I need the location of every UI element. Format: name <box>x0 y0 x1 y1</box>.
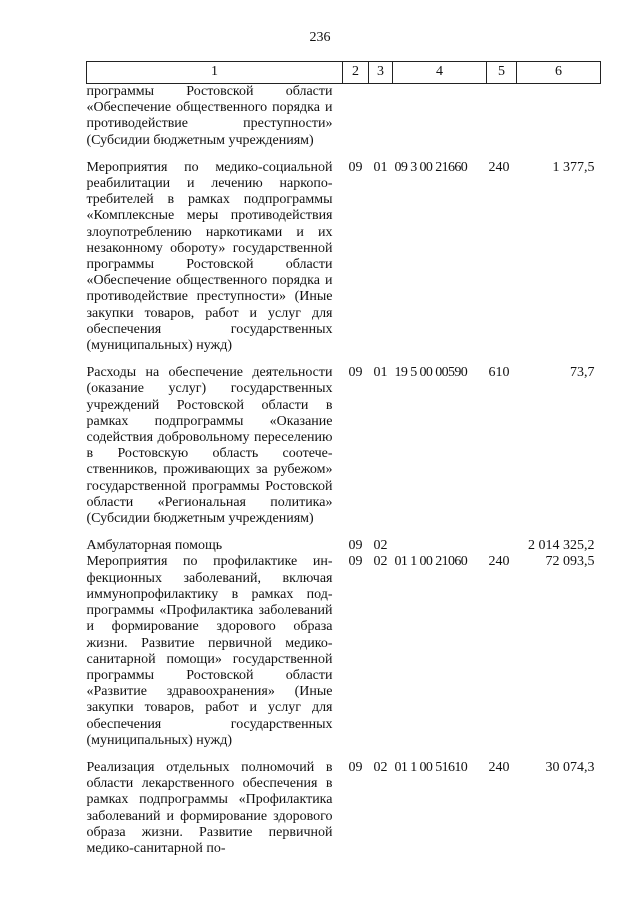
column-header-4: 4 <box>393 62 487 84</box>
amount: 30 074,3 <box>545 759 595 775</box>
section-code: 09 <box>348 538 363 554</box>
table-row <box>87 84 601 149</box>
section-code: 09 <box>348 159 363 175</box>
table-header <box>87 62 601 84</box>
subsection-code: 02 <box>373 538 388 554</box>
amount: 73,7 <box>570 365 595 381</box>
target-article-code: 09 3 00 21660 <box>394 159 468 175</box>
subsection-code: 02 <box>373 759 388 775</box>
expense-name: Расходы на обеспечение деятельности (оказание услуг) государственных учреждений Ростовской области в рамках подпрограммы «Оказание содействия добровольному переселению в Ростовскую область соотечественников, проживающих за рубежом» государственной программы Ростовской области «Региональная политика» (Субсидии бюджетным учреждениям) <box>86 365 333 527</box>
expense-name: программы Ростовской области «Обеспечение общественного порядка и противодействие преступности» (Субсидии бюджетным учреждениям) <box>86 84 333 148</box>
expense-type-code: 610 <box>488 365 510 381</box>
header-row <box>87 62 601 84</box>
page-number: 236 <box>309 30 331 45</box>
expense-name: Мероприятия по профилактике инфекционных заболеваний, включая иммунопрофилактику в рамках подпрограммы «Профилактика заболеваний и формирование здорового образа жизни. Развитие первичной медико-санитарной помощи» государственной программы Ростовской области «Развитие здравоохранения» (Иные закупки товаров, работ и услуг для обеспечения государственных (муниципальных) нужд) <box>86 554 333 748</box>
target-article-code: 01 1 00 21060 <box>394 554 468 570</box>
table-row <box>87 527 601 554</box>
expense-type-code: 240 <box>488 554 510 570</box>
subsection-code: 01 <box>373 159 388 175</box>
target-article-code <box>393 84 487 149</box>
column-header-2: 2 <box>343 62 369 84</box>
section-code: 09 <box>348 365 363 381</box>
table-body <box>87 84 601 858</box>
amount: 2 014 325,2 <box>528 538 595 554</box>
table-row <box>87 749 601 857</box>
column-header-1: 1 <box>87 62 343 84</box>
expense-type-code <box>487 84 517 149</box>
table-row <box>87 554 601 748</box>
budget-table <box>86 61 601 857</box>
section-code: 09 <box>348 554 363 570</box>
expense-name: Реализация отдельных полномочий в области лекарственного обеспечения в рамках подпрограммы «Профилактика заболеваний и формирование здорового образа жизни. Развитие первичной медико-санитарной по- <box>86 759 333 856</box>
expense-type-code: 240 <box>488 759 510 775</box>
column-header-6: 6 <box>517 62 601 84</box>
amount <box>517 84 601 149</box>
column-header-3: 3 <box>369 62 393 84</box>
column-header-5: 5 <box>487 62 517 84</box>
amount: 1 377,5 <box>552 159 595 175</box>
expense-name: Амбулаторная помощь <box>86 538 223 554</box>
section-code: 09 <box>348 759 363 775</box>
expense-name: Мероприятия по медико-социальной реабилитации и лечению наркопотребителей в рамках подпрограммы «Комплексные меры противодействия злоупотреблению наркотиками и их незаконному обороту» государственной программы Ростовской области «Обеспечение общественного порядка и противодействие преступности» (Иные закупки товаров, работ и услуг для обеспечения государственных (муниципальных) нужд) <box>86 159 333 354</box>
target-article-code: 01 1 00 51610 <box>394 759 468 775</box>
section-code <box>343 84 369 149</box>
target-article-code <box>393 527 487 554</box>
table-row <box>87 354 601 527</box>
target-article-code: 19 5 00 00590 <box>394 365 468 381</box>
amount: 72 093,5 <box>545 554 595 570</box>
expense-type-code: 240 <box>488 159 510 175</box>
expense-type-code <box>487 527 517 554</box>
table-row <box>87 149 601 354</box>
subsection-code: 02 <box>373 554 388 570</box>
subsection-code: 01 <box>373 365 388 381</box>
subsection-code <box>369 84 393 149</box>
